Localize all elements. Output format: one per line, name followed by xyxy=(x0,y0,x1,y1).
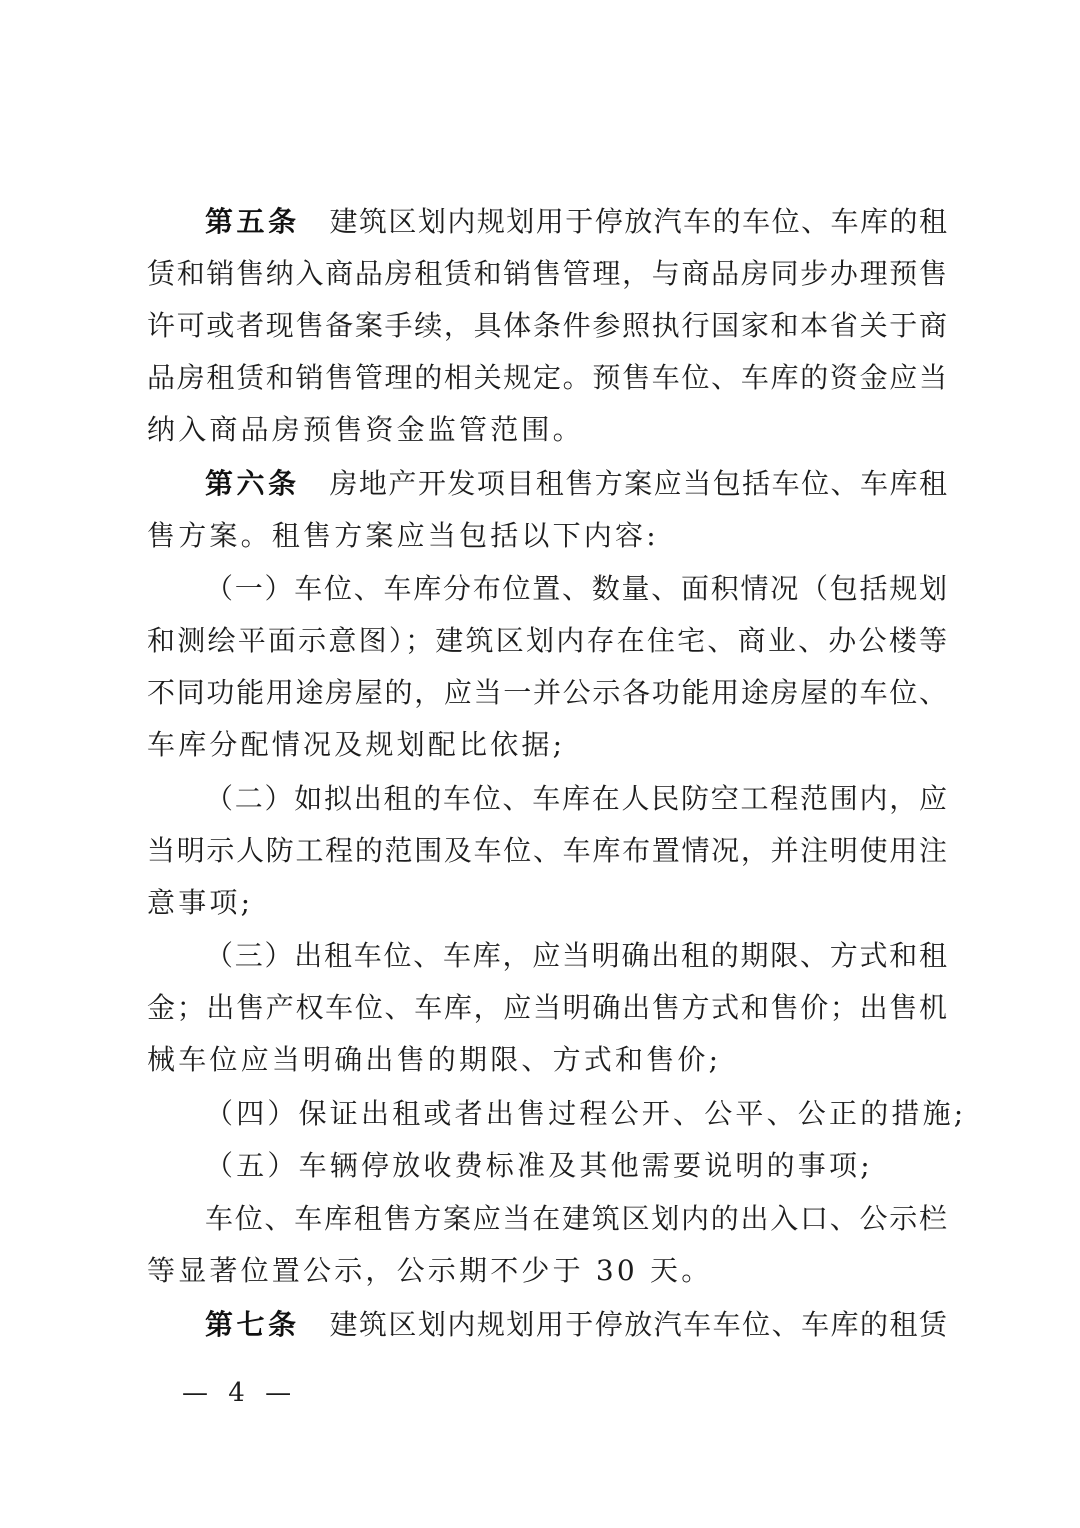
item-3-line-1: （三）出租车位、车库，应当明确出租的期限、方式和租 xyxy=(205,939,947,972)
item-1-line-2: 和测绘平面示意图）；建筑区划内存在住宅、商业、办公楼等 xyxy=(147,624,947,657)
article-5-line-5: 纳入商品房预售资金监管范围。 xyxy=(147,413,584,446)
article-5-heading: 第五条 xyxy=(205,205,300,238)
item-3-line-3: 械车位应当明确出售的期限、方式和售价; xyxy=(147,1043,722,1076)
article-7-heading: 第七条 xyxy=(205,1308,300,1341)
article-6-line-2: 售方案。租售方案应当包括以下内容: xyxy=(147,519,659,552)
article-5-line-3: 许可或者现售备案手续，具体条件参照执行国家和本省关于商 xyxy=(147,309,947,342)
item-1-line-4: 车库分配情况及规划配比依据; xyxy=(147,728,566,761)
closing-line-1: 车位、车库租售方案应当在建筑区划内的出入口、公示栏 xyxy=(205,1202,947,1235)
article-6-heading: 第六条 xyxy=(205,467,300,500)
item-3-line-2: 金；出售产权车位、车库，应当明确出售方式和售价；出售机 xyxy=(147,991,947,1024)
closing-line-2: 等显著位置公示，公示期不少于 30 天。 xyxy=(147,1254,713,1287)
article-7-text: 建筑区划内规划用于停放汽车车位、车库的租赁 xyxy=(329,1308,947,1341)
item-1-line-3: 不同功能用途房屋的，应当一并公示各功能用途房屋的车位、 xyxy=(147,676,947,709)
article-5-line-1 xyxy=(205,202,947,242)
article-7-line-1 xyxy=(205,1305,947,1345)
item-4-line-1: （四）保证出租或者出售过程公开、公平、公正的措施; xyxy=(205,1097,967,1130)
article-6-text: 房地产开发项目租售方案应当包括车位、车库租 xyxy=(329,467,947,500)
article-6-line-1 xyxy=(205,464,947,504)
item-1-line-1: （一）车位、车库分布位置、数量、面积情况（包括规划 xyxy=(205,572,947,605)
item-2-line-2: 当明示人防工程的范围及车位、车库布置情况，并注明使用注 xyxy=(147,834,947,867)
item-5-line-1: （五）车辆停放收费标准及其他需要说明的事项; xyxy=(205,1149,873,1182)
item-2-line-3: 意事项; xyxy=(147,886,254,919)
article-5-text: 建筑区划内规划用于停放汽车的车位、车库的租 xyxy=(329,205,947,238)
article-5-line-2: 赁和销售纳入商品房租赁和销售管理，与商品房同步办理预售 xyxy=(147,257,947,290)
item-2-line-1: （二）如拟出租的车位、车库在人民防空工程范围内，应 xyxy=(205,782,947,815)
article-5-line-4: 品房租赁和销售管理的相关规定。预售车位、车库的资金应当 xyxy=(147,361,947,394)
page-number: — 4 — xyxy=(182,1378,298,1408)
